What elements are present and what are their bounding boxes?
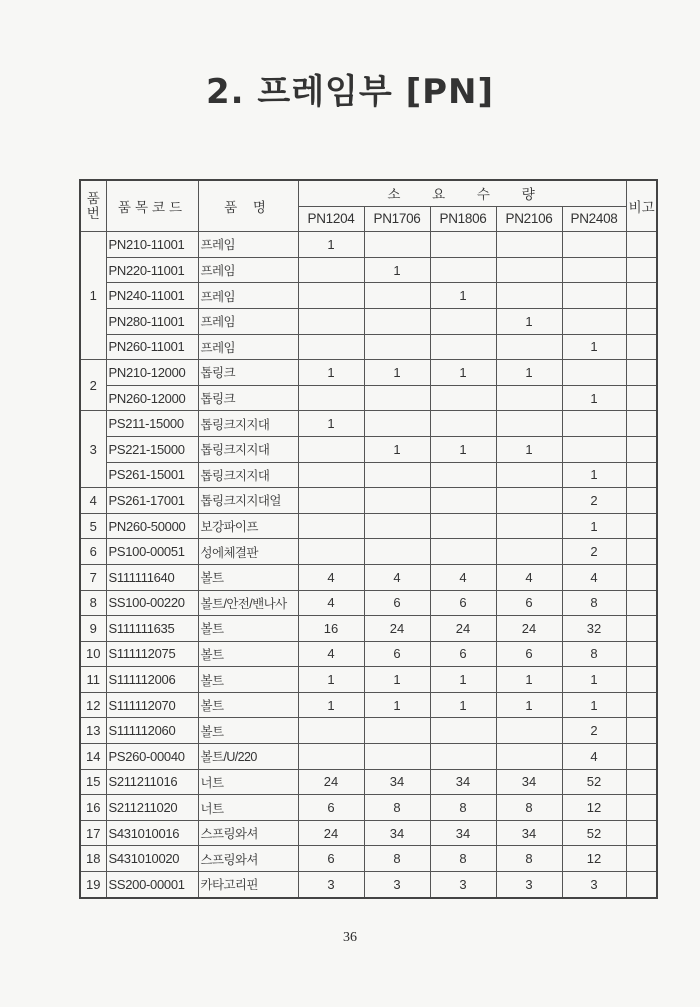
quantity-cell: 8 (364, 846, 430, 872)
table-row (80, 360, 657, 386)
table-row (80, 462, 657, 488)
part-number-cell: 4 (80, 488, 106, 514)
item-name-cell: 프레임 (198, 283, 298, 309)
quantity-cell (496, 539, 562, 565)
part-number-cell: 9 (80, 616, 106, 642)
table-row (80, 692, 657, 718)
quantity-cell: 52 (562, 820, 626, 846)
item-name-cell: 볼트 (198, 667, 298, 693)
quantity-cell: 8 (496, 846, 562, 872)
quantity-cell (298, 283, 364, 309)
item-name-cell: 볼트 (198, 718, 298, 744)
item-code-cell: S111112006 (106, 667, 198, 693)
part-number-cell: 8 (80, 590, 106, 616)
quantity-cell: 1 (562, 385, 626, 411)
item-code-cell: SS100-00220 (106, 590, 198, 616)
quantity-cell: 2 (562, 539, 626, 565)
item-name-cell: 볼트 (198, 564, 298, 590)
table-row (80, 590, 657, 616)
part-number-cell: 6 (80, 539, 106, 565)
quantity-cell (496, 334, 562, 360)
item-code-cell: S211211016 (106, 769, 198, 795)
quantity-cell (364, 283, 430, 309)
quantity-cell: 6 (298, 795, 364, 821)
note-cell (626, 846, 657, 872)
quantity-cell: 6 (298, 846, 364, 872)
part-number-cell: 14 (80, 744, 106, 770)
part-number-cell: 12 (80, 692, 106, 718)
quantity-cell (430, 488, 496, 514)
quantity-cell: 6 (496, 590, 562, 616)
quantity-cell: 34 (364, 769, 430, 795)
item-code-cell: PN260-11001 (106, 334, 198, 360)
item-name-cell: 프레임 (198, 308, 298, 334)
note-cell (626, 590, 657, 616)
table-row (80, 232, 657, 258)
quantity-cell (430, 718, 496, 744)
item-code-cell: S111111640 (106, 564, 198, 590)
note-cell (626, 539, 657, 565)
header-row-1 (80, 180, 657, 206)
page-number: 36 (343, 930, 357, 945)
header-quantity-group: 소 요 수 량 (298, 180, 626, 206)
table-row (80, 564, 657, 590)
part-number-cell: 2 (80, 360, 106, 411)
item-code-cell: PS221-15000 (106, 436, 198, 462)
quantity-cell: 4 (562, 564, 626, 590)
quantity-cell (364, 488, 430, 514)
quantity-cell: 8 (496, 795, 562, 821)
item-name-cell: 볼트 (198, 692, 298, 718)
table-row (80, 488, 657, 514)
quantity-cell: 8 (364, 795, 430, 821)
quantity-cell: 6 (364, 590, 430, 616)
item-name-cell: 성에체결판 (198, 539, 298, 565)
quantity-cell (364, 385, 430, 411)
quantity-cell: 34 (430, 769, 496, 795)
quantity-cell (364, 718, 430, 744)
item-name-cell: 톱링크지지대얼 (198, 488, 298, 514)
quantity-cell: 1 (496, 308, 562, 334)
note-cell (626, 872, 657, 898)
item-code-cell: S211211020 (106, 795, 198, 821)
quantity-cell: 1 (562, 462, 626, 488)
quantity-cell: 6 (430, 590, 496, 616)
item-name-cell: 너트 (198, 769, 298, 795)
quantity-cell: 1 (298, 667, 364, 693)
quantity-cell (430, 539, 496, 565)
quantity-cell: 1 (562, 513, 626, 539)
quantity-cell: 8 (562, 641, 626, 667)
quantity-cell (364, 462, 430, 488)
quantity-cell: 1 (298, 411, 364, 437)
header-code: 품목코드 (106, 180, 198, 232)
quantity-cell (430, 257, 496, 283)
table-row (80, 436, 657, 462)
item-code-cell: PS100-00051 (106, 539, 198, 565)
quantity-cell (430, 232, 496, 258)
quantity-cell: 1 (562, 334, 626, 360)
quantity-cell: 1 (562, 667, 626, 693)
note-cell (626, 385, 657, 411)
quantity-cell: 1 (562, 692, 626, 718)
quantity-cell (562, 436, 626, 462)
item-name-cell: 카타고리핀 (198, 872, 298, 898)
note-cell (626, 283, 657, 309)
quantity-cell: 3 (364, 872, 430, 898)
item-code-cell: PN210-12000 (106, 360, 198, 386)
header-model: PN1706 (364, 206, 430, 232)
part-number-cell: 7 (80, 564, 106, 590)
item-code-cell: PS261-17001 (106, 488, 198, 514)
quantity-cell (364, 232, 430, 258)
header-model: PN1806 (430, 206, 496, 232)
item-name-cell: 프레임 (198, 334, 298, 360)
quantity-cell (364, 539, 430, 565)
quantity-cell (496, 257, 562, 283)
quantity-cell: 1 (298, 232, 364, 258)
quantity-cell: 1 (364, 257, 430, 283)
item-name-cell: 스프링와셔 (198, 820, 298, 846)
table-row (80, 744, 657, 770)
quantity-cell: 3 (298, 872, 364, 898)
quantity-cell (430, 744, 496, 770)
quantity-cell: 4 (430, 564, 496, 590)
header-model: PN1204 (298, 206, 364, 232)
part-number-cell: 10 (80, 641, 106, 667)
item-name-cell: 프레임 (198, 257, 298, 283)
quantity-cell (298, 308, 364, 334)
quantity-cell (298, 257, 364, 283)
quantity-cell (298, 334, 364, 360)
quantity-cell: 3 (562, 872, 626, 898)
note-cell (626, 513, 657, 539)
table-row (80, 513, 657, 539)
note-cell (626, 436, 657, 462)
item-code-cell: PN220-11001 (106, 257, 198, 283)
quantity-cell (496, 232, 562, 258)
quantity-cell (562, 308, 626, 334)
part-number-cell: 19 (80, 872, 106, 898)
quantity-cell (496, 513, 562, 539)
quantity-cell: 34 (496, 769, 562, 795)
quantity-cell (298, 744, 364, 770)
part-number-cell: 1 (80, 232, 106, 360)
quantity-cell: 4 (298, 641, 364, 667)
quantity-cell (496, 488, 562, 514)
part-number-cell: 11 (80, 667, 106, 693)
item-code-cell: PN260-12000 (106, 385, 198, 411)
table-row (80, 283, 657, 309)
quantity-cell: 16 (298, 616, 364, 642)
item-name-cell: 볼트 (198, 641, 298, 667)
item-code-cell: PN280-11001 (106, 308, 198, 334)
quantity-cell: 24 (496, 616, 562, 642)
header-model: PN2106 (496, 206, 562, 232)
quantity-cell: 4 (562, 744, 626, 770)
table-row (80, 411, 657, 437)
quantity-cell (496, 283, 562, 309)
item-name-cell: 톱링크지지대 (198, 462, 298, 488)
quantity-cell: 8 (430, 846, 496, 872)
quantity-cell (298, 539, 364, 565)
part-number-cell: 16 (80, 795, 106, 821)
header-note: 비고 (626, 180, 657, 232)
part-number-cell: 15 (80, 769, 106, 795)
item-name-cell: 프레임 (198, 232, 298, 258)
page-title: 2. 프레임부 [PN] (205, 72, 495, 112)
note-cell (626, 820, 657, 846)
item-name-cell: 톱링크지지대 (198, 411, 298, 437)
part-number-cell: 5 (80, 513, 106, 539)
quantity-cell (562, 283, 626, 309)
table-row (80, 667, 657, 693)
quantity-cell: 1 (298, 360, 364, 386)
note-cell (626, 308, 657, 334)
quantity-cell (496, 462, 562, 488)
item-code-cell: PS260-00040 (106, 744, 198, 770)
part-number-cell: 3 (80, 411, 106, 488)
item-name-cell: 스프링와셔 (198, 846, 298, 872)
table-row (80, 820, 657, 846)
quantity-cell: 1 (364, 667, 430, 693)
quantity-cell: 1 (430, 436, 496, 462)
table-row (80, 795, 657, 821)
parts-table (79, 179, 658, 899)
quantity-cell: 1 (430, 667, 496, 693)
item-code-cell: PS211-15000 (106, 411, 198, 437)
quantity-cell: 1 (430, 360, 496, 386)
item-code-cell: S431010020 (106, 846, 198, 872)
quantity-cell (298, 385, 364, 411)
quantity-cell (562, 232, 626, 258)
quantity-cell: 6 (364, 641, 430, 667)
quantity-cell: 4 (496, 564, 562, 590)
quantity-cell: 24 (364, 616, 430, 642)
table-row (80, 334, 657, 360)
note-cell (626, 334, 657, 360)
note-cell (626, 257, 657, 283)
item-name-cell: 볼트/안전/밴나사 (198, 590, 298, 616)
header-part-no: 품번 (80, 180, 106, 232)
quantity-cell (562, 257, 626, 283)
item-code-cell: PS261-15001 (106, 462, 198, 488)
item-name-cell: 톱링크지지대 (198, 436, 298, 462)
item-name-cell: 볼트 (198, 616, 298, 642)
table-row (80, 308, 657, 334)
quantity-cell (364, 334, 430, 360)
item-code-cell: S111112070 (106, 692, 198, 718)
note-cell (626, 564, 657, 590)
quantity-cell: 32 (562, 616, 626, 642)
quantity-cell: 2 (562, 488, 626, 514)
note-cell (626, 718, 657, 744)
quantity-cell (562, 360, 626, 386)
table-row (80, 385, 657, 411)
quantity-cell: 24 (298, 820, 364, 846)
table-row (80, 641, 657, 667)
item-code-cell: S111111635 (106, 616, 198, 642)
header-model: PN2408 (562, 206, 626, 232)
quantity-cell: 1 (430, 692, 496, 718)
quantity-cell: 1 (496, 667, 562, 693)
table-body (80, 232, 657, 898)
quantity-cell: 1 (298, 692, 364, 718)
quantity-cell: 1 (430, 283, 496, 309)
quantity-cell: 6 (496, 641, 562, 667)
note-cell (626, 744, 657, 770)
note-cell (626, 769, 657, 795)
quantity-cell (298, 488, 364, 514)
quantity-cell (430, 308, 496, 334)
note-cell (626, 692, 657, 718)
item-name-cell: 보강파이프 (198, 513, 298, 539)
quantity-cell: 1 (496, 692, 562, 718)
quantity-cell (496, 411, 562, 437)
table-row (80, 539, 657, 565)
header-name: 품 명 (198, 180, 298, 232)
quantity-cell: 6 (430, 641, 496, 667)
item-code-cell: PN260-50000 (106, 513, 198, 539)
quantity-cell (364, 308, 430, 334)
quantity-cell (298, 436, 364, 462)
quantity-cell: 8 (562, 590, 626, 616)
quantity-cell (430, 334, 496, 360)
quantity-cell (496, 718, 562, 744)
part-number-cell: 17 (80, 820, 106, 846)
quantity-cell: 4 (364, 564, 430, 590)
table-row (80, 718, 657, 744)
quantity-cell: 34 (364, 820, 430, 846)
quantity-cell (562, 411, 626, 437)
note-cell (626, 667, 657, 693)
quantity-cell (430, 385, 496, 411)
quantity-cell: 8 (430, 795, 496, 821)
item-name-cell: 너트 (198, 795, 298, 821)
quantity-cell: 1 (496, 436, 562, 462)
quantity-cell (364, 744, 430, 770)
quantity-cell: 34 (496, 820, 562, 846)
item-code-cell: PN210-11001 (106, 232, 198, 258)
quantity-cell: 1 (364, 436, 430, 462)
quantity-cell: 52 (562, 769, 626, 795)
note-cell (626, 795, 657, 821)
note-cell (626, 232, 657, 258)
item-name-cell: 볼트/U/220 (198, 744, 298, 770)
table-row (80, 257, 657, 283)
note-cell (626, 462, 657, 488)
item-name-cell: 톱링크 (198, 385, 298, 411)
quantity-cell: 12 (562, 795, 626, 821)
table-row (80, 846, 657, 872)
quantity-cell: 4 (298, 590, 364, 616)
item-code-cell: SS200-00001 (106, 872, 198, 898)
quantity-cell: 24 (298, 769, 364, 795)
part-number-cell: 13 (80, 718, 106, 744)
quantity-cell (430, 513, 496, 539)
note-cell (626, 488, 657, 514)
item-code-cell: S431010016 (106, 820, 198, 846)
quantity-cell (298, 513, 364, 539)
note-cell (626, 360, 657, 386)
quantity-cell (298, 462, 364, 488)
quantity-cell: 4 (298, 564, 364, 590)
quantity-cell: 1 (364, 692, 430, 718)
table-row (80, 769, 657, 795)
quantity-cell (298, 718, 364, 744)
quantity-cell: 12 (562, 846, 626, 872)
quantity-cell (364, 513, 430, 539)
item-name-cell: 톱링크 (198, 360, 298, 386)
quantity-cell (496, 744, 562, 770)
note-cell (626, 411, 657, 437)
table-row (80, 616, 657, 642)
item-code-cell: S111112075 (106, 641, 198, 667)
quantity-cell: 1 (496, 360, 562, 386)
quantity-cell: 1 (364, 360, 430, 386)
item-code-cell: PN240-11001 (106, 283, 198, 309)
quantity-cell: 3 (430, 872, 496, 898)
table-row (80, 872, 657, 898)
quantity-cell: 24 (430, 616, 496, 642)
item-code-cell: S111112060 (106, 718, 198, 744)
quantity-cell: 34 (430, 820, 496, 846)
note-cell (626, 616, 657, 642)
quantity-cell: 3 (496, 872, 562, 898)
quantity-cell (496, 385, 562, 411)
part-number-cell: 18 (80, 846, 106, 872)
quantity-cell (430, 411, 496, 437)
quantity-cell: 2 (562, 718, 626, 744)
quantity-cell (430, 462, 496, 488)
note-cell (626, 641, 657, 667)
quantity-cell (364, 411, 430, 437)
